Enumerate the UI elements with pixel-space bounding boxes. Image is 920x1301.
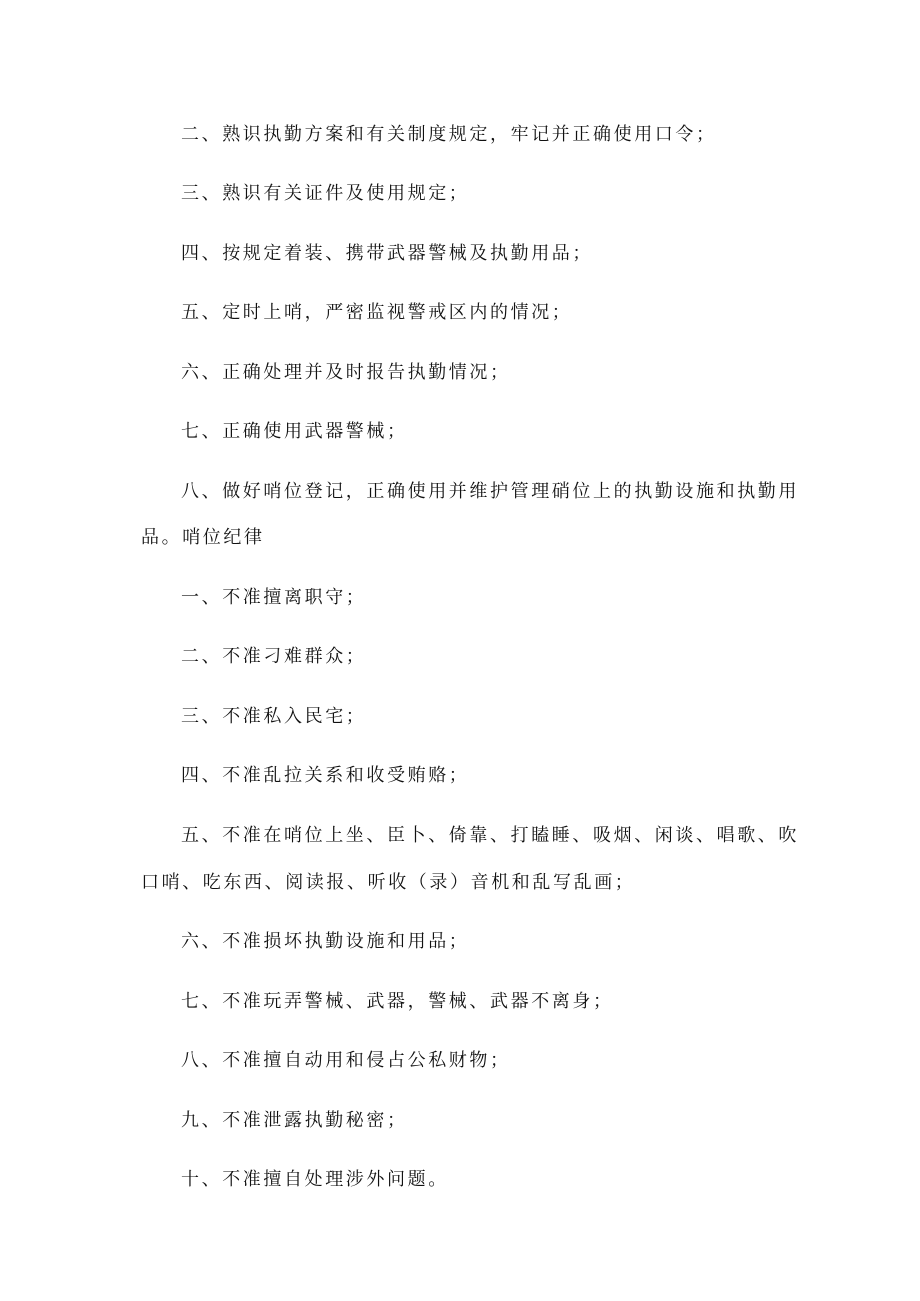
text-line: 四、按规定着装、携带武器警械及执勤用品； (181, 243, 593, 264)
text-line: 七、正确使用武器警械； (181, 421, 408, 442)
text-line: 五、定时上哨，严密监视警戒区内的情况； (181, 302, 573, 323)
text-line: 五、不准在哨位上坐、臣卜、倚靠、打瞌睡、吸烟、闲谈、唱歌、吹 (181, 825, 799, 846)
text-line: 七、不准玩弄警械、武器，警械、武器不离身； (181, 991, 614, 1012)
text-line: 三、熟识有关证件及使用规定； (181, 183, 470, 204)
text-line: 六、不准损坏执勤设施和用品； (181, 931, 470, 952)
text-line: 九、不准泄露执勤秘密； (181, 1110, 408, 1131)
text-line: 口哨、吃东西、阅读报、听收（录）音机和乱写乱画； (141, 872, 636, 893)
text-line: 二、熟识执勤方案和有关制度规定，牢记并正确使用口令； (181, 124, 717, 145)
text-line: 八、做好哨位登记，正确使用并维护管理硝位上的执勤设施和执勤用 (181, 481, 799, 502)
text-line: 三、不准私入民宅； (181, 706, 367, 727)
text-line: 品。哨位纪律 (141, 527, 265, 548)
text-line: 四、不准乱拉关系和收受贿赂； (181, 765, 470, 786)
text-line: 六、正确处理并及时报告执勤情况； (181, 362, 511, 383)
text-line: 八、不准擅自动用和侵占公私财物； (181, 1050, 511, 1071)
text-line: 一、不准擅离职守； (181, 587, 367, 608)
text-line: 十、不准擅自处理涉外问题。 (181, 1169, 449, 1190)
text-line: 二、不准刁难群众； (181, 646, 367, 667)
